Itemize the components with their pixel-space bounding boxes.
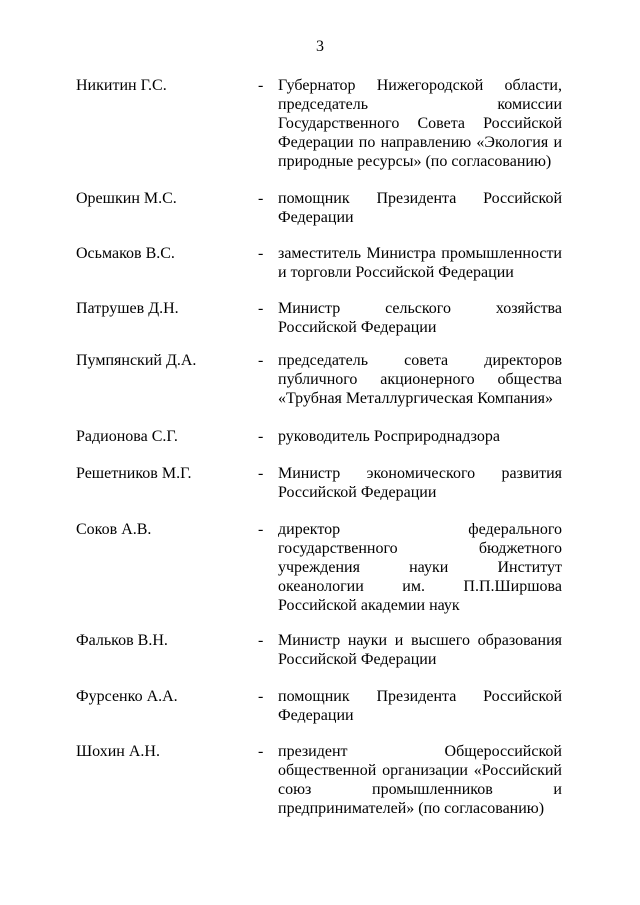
dash-separator: - <box>258 245 264 262</box>
dash-separator: - <box>258 352 264 369</box>
page-number: 3 <box>316 38 324 55</box>
dash-separator: - <box>258 190 264 207</box>
dash-separator: - <box>258 743 264 760</box>
member-name: Радионова С.Г. <box>76 428 178 445</box>
dash-separator: - <box>258 300 264 317</box>
member-name: Пумпянский Д.А. <box>76 352 197 369</box>
position-line: Российской Федерации <box>278 484 437 501</box>
position-line: Федерации <box>278 707 354 724</box>
member-position <box>278 189 562 227</box>
member-position <box>278 520 562 615</box>
dash-separator: - <box>258 632 264 649</box>
member-position <box>278 299 562 337</box>
position-line: общественной организации «Российский <box>278 762 562 779</box>
member-name: Патрушев Д.Н. <box>76 300 179 317</box>
member-position <box>278 464 562 502</box>
member-position <box>278 687 562 725</box>
position-line: Губернатор Нижегородской области, <box>278 77 562 94</box>
position-line: союз промышленников и <box>278 781 562 798</box>
position-line: руководитель Росприроднадзора <box>278 428 500 445</box>
dash-separator: - <box>258 521 264 538</box>
position-line: президент Общероссийской <box>278 743 562 760</box>
position-line: государственного бюджетного <box>278 540 562 557</box>
position-line: предпринимателей» (по согласованию) <box>278 800 545 817</box>
position-line: помощник Президента Российской <box>278 190 562 207</box>
dash-separator: - <box>258 688 264 705</box>
position-line: Российской Федерации <box>278 319 437 336</box>
member-name: Шохин А.Н. <box>76 743 160 760</box>
dash-separator: - <box>258 428 264 445</box>
member-position <box>278 76 562 171</box>
member-position <box>278 351 562 408</box>
member-name: Фальков В.Н. <box>76 632 168 649</box>
member-position <box>278 631 562 669</box>
position-line: председатель совета директоров <box>278 352 562 369</box>
position-line: Министр экономического развития <box>278 465 562 482</box>
dash-separator: - <box>258 465 264 482</box>
position-line: природные ресурсы» (по согласованию) <box>278 153 552 170</box>
member-name: Соков А.В. <box>76 521 152 538</box>
member-name: Осьмаков В.С. <box>76 245 175 262</box>
position-line: Министр сельского хозяйства <box>278 300 562 317</box>
position-line: и торговли Российской Федерации <box>278 264 514 281</box>
position-line: Федерации по направлению «Экология и <box>278 134 562 151</box>
position-line: Российской академии наук <box>278 597 460 614</box>
position-line: Государственного Совета Российской <box>278 115 562 132</box>
member-name: Никитин Г.С. <box>76 77 167 94</box>
dash-separator: - <box>258 77 264 94</box>
position-line: Министр науки и высшего образования <box>278 632 562 649</box>
position-line: директор федерального <box>278 521 562 538</box>
member-position <box>278 244 562 282</box>
position-line: публичного акционерного общества <box>278 371 562 388</box>
member-position <box>278 742 562 818</box>
member-name: Орешкин М.С. <box>76 190 177 207</box>
position-line: «Трубная Металлургическая Компания» <box>278 390 554 407</box>
position-line: помощник Президента Российской <box>278 688 562 705</box>
position-line: Федерации <box>278 209 354 226</box>
position-line: океанологии им. П.П.Ширшова <box>278 578 562 595</box>
position-line: Российской Федерации <box>278 651 437 668</box>
member-name: Решетников М.Г. <box>76 465 192 482</box>
position-line: председатель комиссии <box>278 96 562 113</box>
member-name: Фурсенко А.А. <box>76 688 178 705</box>
position-line: учреждения науки Институт <box>278 559 562 576</box>
position-line: заместитель Министра промышленности <box>278 245 562 262</box>
member-position <box>278 427 562 446</box>
